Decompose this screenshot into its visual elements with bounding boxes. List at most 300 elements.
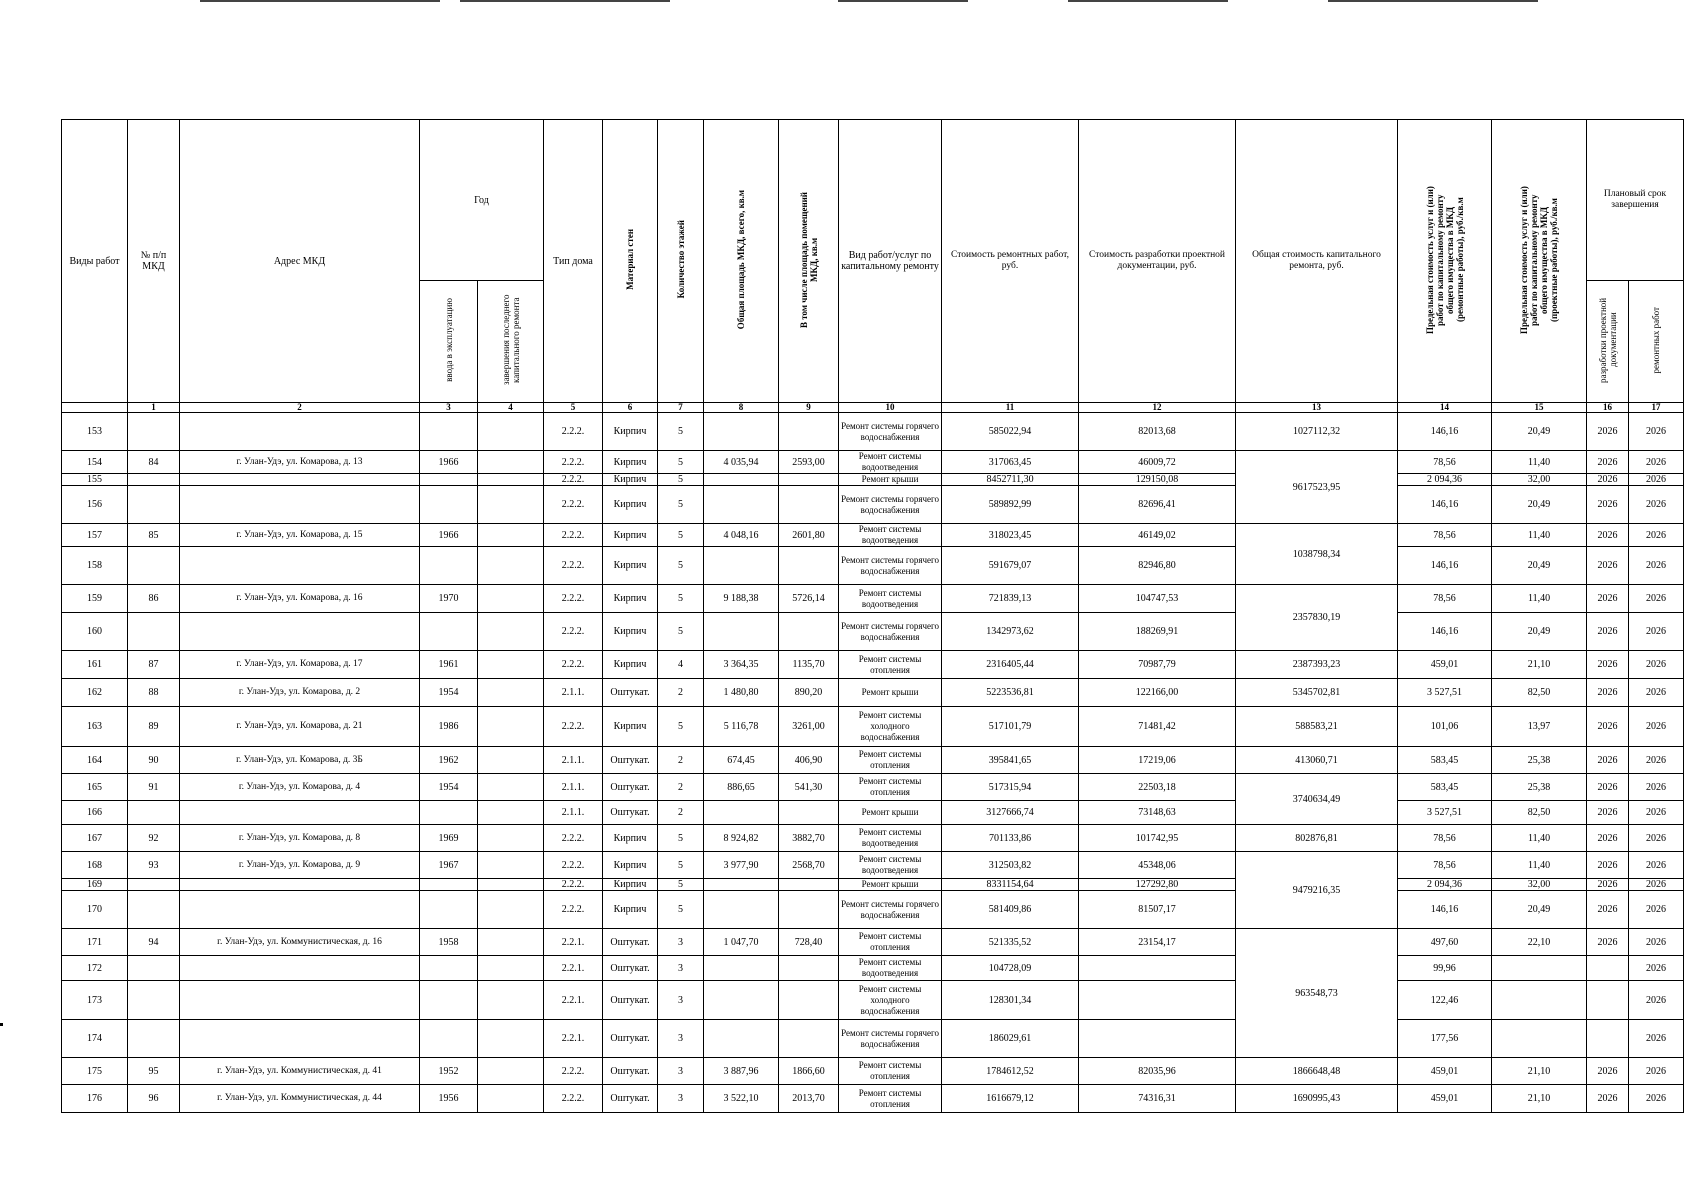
- cell-work-kind: Ремонт системы водоотведения: [839, 524, 942, 547]
- cell-house-type: 2.1.1.: [544, 747, 603, 774]
- table-row: [62, 891, 1684, 929]
- cell-deadline-repair: 2026: [1629, 413, 1684, 451]
- cell-mkd-number: [128, 981, 180, 1020]
- cell-house-type: 2.2.2.: [544, 651, 603, 679]
- cell-mkd-number: [128, 547, 180, 585]
- cell-design-cost: 101742,95: [1079, 825, 1236, 852]
- cell-address: [180, 801, 420, 825]
- cell-deadline-design: 2026: [1587, 413, 1629, 451]
- cell-repair-cost: 395841,65: [942, 747, 1079, 774]
- cell-limit-design: 32,00: [1492, 474, 1587, 486]
- cell-year-commission: 1969: [420, 825, 478, 852]
- cell-total-area: [704, 891, 779, 929]
- cell-house-type: 2.2.2.: [544, 825, 603, 852]
- cell-floors: 5: [658, 585, 704, 613]
- cell-row-number: 166: [62, 801, 128, 825]
- cell-work-kind: Ремонт системы горячего водоснабжения: [839, 547, 942, 585]
- cell-house-type: 2.2.2.: [544, 879, 603, 891]
- cell-house-type: 2.2.2.: [544, 707, 603, 747]
- cell-repair-cost: 585022,94: [942, 413, 1079, 451]
- cell-year-last-repair: [478, 1020, 544, 1058]
- cell-deadline-design: [1587, 956, 1629, 981]
- cell-total-area: 3 522,10: [704, 1085, 779, 1113]
- cell-address: г. Улан-Удэ, ул. Коммунистическая, д. 16: [180, 929, 420, 956]
- table-row: [62, 585, 1684, 613]
- cell-deadline-repair: 2026: [1629, 956, 1684, 981]
- cell-limit-repair: 99,96: [1398, 956, 1492, 981]
- cell-limit-design: 11,40: [1492, 852, 1587, 879]
- cell-limit-repair: 3 527,51: [1398, 679, 1492, 707]
- cell-mkd-number: 89: [128, 707, 180, 747]
- cell-premises-area: [779, 879, 839, 891]
- cell-house-type: 2.2.2.: [544, 524, 603, 547]
- cell-year-commission: [420, 486, 478, 524]
- cell-repair-cost: 1784612,52: [942, 1058, 1079, 1085]
- cell-wall-material: Кирпич: [603, 524, 658, 547]
- header-total-area: Общая площадь МКД, всего, кв.м: [704, 120, 779, 403]
- cell-wall-material: Кирпич: [603, 825, 658, 852]
- table-row: [62, 1020, 1684, 1058]
- cell-limit-repair: 78,56: [1398, 451, 1492, 474]
- cell-mkd-number: 85: [128, 524, 180, 547]
- cell-wall-material: Кирпич: [603, 707, 658, 747]
- cell-floors: 3: [658, 1085, 704, 1113]
- cell-wall-material: Кирпич: [603, 413, 658, 451]
- cell-floors: 5: [658, 451, 704, 474]
- cell-repair-cost: 701133,86: [942, 825, 1079, 852]
- colnum-4: 4: [478, 403, 544, 413]
- cell-work-kind: Ремонт системы водоотведения: [839, 585, 942, 613]
- header-total-cost: Общая стоимость капитального ремонта, руб.: [1236, 120, 1398, 403]
- cell-premises-area: 5726,14: [779, 585, 839, 613]
- cell-limit-repair: 583,45: [1398, 774, 1492, 801]
- cell-design-cost: 188269,91: [1079, 613, 1236, 651]
- cell-wall-material: Оштукат.: [603, 747, 658, 774]
- cell-work-kind: Ремонт системы отопления: [839, 1085, 942, 1113]
- cell-year-commission: 1956: [420, 1085, 478, 1113]
- cell-premises-area: 890,20: [779, 679, 839, 707]
- cell-premises-area: 1866,60: [779, 1058, 839, 1085]
- cell-address: г. Улан-Удэ, ул. Комарова, д. 16: [180, 585, 420, 613]
- cell-row-number: 169: [62, 879, 128, 891]
- cell-house-type: 2.2.1.: [544, 956, 603, 981]
- cell-address: г. Улан-Удэ, ул. Комарова, д. 3Б: [180, 747, 420, 774]
- table-row: [62, 707, 1684, 747]
- cell-total-area: [704, 801, 779, 825]
- cell-total-cost: 413060,71: [1236, 747, 1398, 774]
- cell-deadline-design: 2026: [1587, 451, 1629, 474]
- table-row: [62, 774, 1684, 801]
- cell-repair-cost: 104728,09: [942, 956, 1079, 981]
- cell-wall-material: Оштукат.: [603, 679, 658, 707]
- cell-year-commission: [420, 1020, 478, 1058]
- colnum-6: 6: [603, 403, 658, 413]
- cell-year-commission: [420, 879, 478, 891]
- cell-deadline-design: [1587, 1020, 1629, 1058]
- cell-house-type: 2.2.1.: [544, 929, 603, 956]
- cell-limit-design: 25,38: [1492, 747, 1587, 774]
- cell-premises-area: 2593,00: [779, 451, 839, 474]
- cell-address: г. Улан-Удэ, ул. Комарова, д. 8: [180, 825, 420, 852]
- cell-year-commission: [420, 981, 478, 1020]
- cell-total-area: [704, 981, 779, 1020]
- cell-premises-area: [779, 956, 839, 981]
- cell-row-number: 168: [62, 852, 128, 879]
- cell-deadline-repair: 2026: [1629, 524, 1684, 547]
- header-floors: Количество этажей: [658, 120, 704, 403]
- cell-limit-repair: 459,01: [1398, 1085, 1492, 1113]
- cell-design-cost: 122166,00: [1079, 679, 1236, 707]
- cell-mkd-number: 88: [128, 679, 180, 707]
- cell-deadline-repair: 2026: [1629, 585, 1684, 613]
- cell-mkd-number: 90: [128, 747, 180, 774]
- cell-design-cost: 82013,68: [1079, 413, 1236, 451]
- cell-deadline-design: 2026: [1587, 801, 1629, 825]
- cell-year-last-repair: [478, 981, 544, 1020]
- cell-mkd-number: 92: [128, 825, 180, 852]
- cell-limit-design: 21,10: [1492, 1058, 1587, 1085]
- colnum-5: 5: [544, 403, 603, 413]
- cell-repair-cost: 318023,45: [942, 524, 1079, 547]
- cell-row-number: 155: [62, 474, 128, 486]
- cell-work-kind: Ремонт системы водоотведения: [839, 852, 942, 879]
- cell-total-cost: 802876,81: [1236, 825, 1398, 852]
- table-row: [62, 651, 1684, 679]
- cell-address: [180, 879, 420, 891]
- cell-year-commission: 1970: [420, 585, 478, 613]
- cell-year-commission: [420, 474, 478, 486]
- cell-deadline-design: 2026: [1587, 929, 1629, 956]
- cell-wall-material: Кирпич: [603, 451, 658, 474]
- cell-work-kind: Ремонт крыши: [839, 801, 942, 825]
- cell-floors: 2: [658, 679, 704, 707]
- cell-floors: 5: [658, 852, 704, 879]
- cell-wall-material: Кирпич: [603, 585, 658, 613]
- cell-row-number: 165: [62, 774, 128, 801]
- cell-year-commission: [420, 956, 478, 981]
- cell-total-cost: 588583,21: [1236, 707, 1398, 747]
- cell-floors: 5: [658, 707, 704, 747]
- colnum-blank: [62, 403, 128, 413]
- cell-row-number: 160: [62, 613, 128, 651]
- header-deadline-repair: ремонтных работ: [1629, 281, 1684, 403]
- cell-row-number: 162: [62, 679, 128, 707]
- cell-mkd-number: [128, 486, 180, 524]
- cell-work-kind: Ремонт системы горячего водоснабжения: [839, 486, 942, 524]
- table-row: [62, 879, 1684, 891]
- cell-wall-material: Оштукат.: [603, 1058, 658, 1085]
- cell-row-number: 159: [62, 585, 128, 613]
- cell-total-cost: 1027112,32: [1236, 413, 1398, 451]
- cell-deadline-repair: 2026: [1629, 852, 1684, 879]
- cell-limit-repair: 2 094,36: [1398, 474, 1492, 486]
- colnum-2: 2: [180, 403, 420, 413]
- cell-limit-design: 11,40: [1492, 825, 1587, 852]
- cell-repair-cost: 721839,13: [942, 585, 1079, 613]
- cell-total-area: 3 887,96: [704, 1058, 779, 1085]
- cell-repair-cost: 517101,79: [942, 707, 1079, 747]
- top-rule-5: [1328, 0, 1538, 2]
- cell-work-kind: Ремонт крыши: [839, 679, 942, 707]
- cell-year-commission: [420, 613, 478, 651]
- cell-address: г. Улан-Удэ, ул. Комарова, д. 9: [180, 852, 420, 879]
- cell-year-commission: [420, 547, 478, 585]
- cell-limit-repair: 122,46: [1398, 981, 1492, 1020]
- cell-total-area: 1 480,80: [704, 679, 779, 707]
- cell-row-number: 167: [62, 825, 128, 852]
- cell-deadline-repair: 2026: [1629, 891, 1684, 929]
- cell-wall-material: Оштукат.: [603, 956, 658, 981]
- cell-total-area: [704, 547, 779, 585]
- cell-floors: 2: [658, 801, 704, 825]
- cell-mkd-number: [128, 879, 180, 891]
- cell-limit-design: 20,49: [1492, 486, 1587, 524]
- cell-wall-material: Кирпич: [603, 651, 658, 679]
- cell-premises-area: 3882,70: [779, 825, 839, 852]
- cell-design-cost: 129150,08: [1079, 474, 1236, 486]
- cell-deadline-design: [1587, 981, 1629, 1020]
- top-rule-1: [200, 0, 440, 2]
- header-mkd-no: № п/п МКД: [128, 120, 180, 403]
- cell-total-cost: 5345702,81: [1236, 679, 1398, 707]
- cell-row-number: 156: [62, 486, 128, 524]
- cell-repair-cost: 2316405,44: [942, 651, 1079, 679]
- cell-premises-area: 728,40: [779, 929, 839, 956]
- table-row: [62, 679, 1684, 707]
- cell-work-kind: Ремонт системы горячего водоснабжения: [839, 613, 942, 651]
- cell-limit-repair: 459,01: [1398, 651, 1492, 679]
- cell-design-cost: 23154,17: [1079, 929, 1236, 956]
- cell-address: г. Улан-Удэ, ул. Комарова, д. 4: [180, 774, 420, 801]
- cell-row-number: 172: [62, 956, 128, 981]
- colnum-14: 14: [1398, 403, 1492, 413]
- cell-deadline-design: 2026: [1587, 585, 1629, 613]
- header-year-last-repair: завершения последнего капитального ремонта: [478, 281, 544, 403]
- cell-deadline-design: 2026: [1587, 547, 1629, 585]
- cell-year-last-repair: [478, 651, 544, 679]
- table-row: [62, 747, 1684, 774]
- cell-year-last-repair: [478, 801, 544, 825]
- cell-total-area: [704, 613, 779, 651]
- header-deadline-design: разработки проектной документации: [1587, 281, 1629, 403]
- cell-limit-repair: 146,16: [1398, 547, 1492, 585]
- cell-mkd-number: 93: [128, 852, 180, 879]
- cell-total-area: 674,45: [704, 747, 779, 774]
- cell-limit-design: [1492, 1020, 1587, 1058]
- header-year: Год: [420, 120, 544, 281]
- cell-row-number: 171: [62, 929, 128, 956]
- cell-work-kind: Ремонт крыши: [839, 474, 942, 486]
- table-row: [62, 852, 1684, 879]
- cell-limit-design: 20,49: [1492, 613, 1587, 651]
- cell-wall-material: Оштукат.: [603, 801, 658, 825]
- cell-floors: 5: [658, 413, 704, 451]
- cell-limit-design: 11,40: [1492, 585, 1587, 613]
- cell-limit-design: [1492, 981, 1587, 1020]
- cell-row-number: 175: [62, 1058, 128, 1085]
- cell-limit-repair: 78,56: [1398, 524, 1492, 547]
- cell-design-cost: 82035,96: [1079, 1058, 1236, 1085]
- cell-work-kind: Ремонт системы водоотведения: [839, 825, 942, 852]
- cell-limit-repair: 78,56: [1398, 585, 1492, 613]
- cell-repair-cost: 521335,52: [942, 929, 1079, 956]
- cell-limit-repair: 177,56: [1398, 1020, 1492, 1058]
- cell-mkd-number: [128, 956, 180, 981]
- cell-repair-cost: 317063,45: [942, 451, 1079, 474]
- table-row: [62, 825, 1684, 852]
- cell-premises-area: 1135,70: [779, 651, 839, 679]
- cell-premises-area: [779, 1020, 839, 1058]
- cell-wall-material: Кирпич: [603, 486, 658, 524]
- cell-total-area: 3 977,90: [704, 852, 779, 879]
- cell-year-commission: 1954: [420, 774, 478, 801]
- cell-mkd-number: 95: [128, 1058, 180, 1085]
- cell-total-area: [704, 1020, 779, 1058]
- cell-house-type: 2.2.2.: [544, 474, 603, 486]
- header-limit-repair: Предельная стоимость услуг и (или) работ по капитальному ремонту общего имущества в МКД (ремонтные работы), руб./кв.м: [1398, 120, 1492, 403]
- cell-deadline-design: 2026: [1587, 879, 1629, 891]
- cell-address: [180, 547, 420, 585]
- top-rule-4: [1068, 0, 1228, 2]
- cell-total-cost: 2357830,19: [1236, 585, 1398, 651]
- cell-floors: 3: [658, 1020, 704, 1058]
- cell-year-commission: 1961: [420, 651, 478, 679]
- cell-year-last-repair: [478, 1058, 544, 1085]
- header-house-type: Тип дома: [544, 120, 603, 403]
- cell-address: г. Улан-Удэ, ул. Комарова, д. 2: [180, 679, 420, 707]
- cell-limit-design: 82,50: [1492, 679, 1587, 707]
- cell-floors: 3: [658, 929, 704, 956]
- cell-total-area: 1 047,70: [704, 929, 779, 956]
- cell-year-last-repair: [478, 852, 544, 879]
- cell-limit-repair: 497,60: [1398, 929, 1492, 956]
- cell-premises-area: 406,90: [779, 747, 839, 774]
- cell-mkd-number: [128, 1020, 180, 1058]
- cell-deadline-repair: 2026: [1629, 1020, 1684, 1058]
- cell-year-commission: 1952: [420, 1058, 478, 1085]
- table-row: [62, 413, 1684, 451]
- cell-limit-repair: 101,06: [1398, 707, 1492, 747]
- cell-deadline-repair: 2026: [1629, 981, 1684, 1020]
- cell-address: г. Улан-Удэ, ул. Комарова, д. 13: [180, 451, 420, 474]
- cell-work-kind: Ремонт системы отопления: [839, 774, 942, 801]
- cell-work-kind: Ремонт системы холодного водоснабжения: [839, 707, 942, 747]
- cell-mkd-number: 87: [128, 651, 180, 679]
- cell-limit-design: 13,97: [1492, 707, 1587, 747]
- cell-wall-material: Оштукат.: [603, 1085, 658, 1113]
- cell-row-number: 170: [62, 891, 128, 929]
- cell-repair-cost: 517315,94: [942, 774, 1079, 801]
- cell-wall-material: Кирпич: [603, 879, 658, 891]
- colnum-3: 3: [420, 403, 478, 413]
- cell-mkd-number: [128, 474, 180, 486]
- cell-limit-repair: 146,16: [1398, 486, 1492, 524]
- cell-house-type: 2.2.2.: [544, 1085, 603, 1113]
- cell-repair-cost: 8331154,64: [942, 879, 1079, 891]
- cell-design-cost: 46009,72: [1079, 451, 1236, 474]
- cell-limit-design: 21,10: [1492, 651, 1587, 679]
- cell-floors: 5: [658, 474, 704, 486]
- cell-year-last-repair: [478, 774, 544, 801]
- cell-total-area: 3 364,35: [704, 651, 779, 679]
- cell-deadline-repair: 2026: [1629, 801, 1684, 825]
- cell-deadline-design: 2026: [1587, 707, 1629, 747]
- cell-work-kind: Ремонт системы отопления: [839, 651, 942, 679]
- cell-design-cost: 45348,06: [1079, 852, 1236, 879]
- cell-repair-cost: 589892,99: [942, 486, 1079, 524]
- cell-total-area: 4 035,94: [704, 451, 779, 474]
- cell-floors: 5: [658, 891, 704, 929]
- cell-year-last-repair: [478, 451, 544, 474]
- colnum-11: 11: [942, 403, 1079, 413]
- cell-year-commission: [420, 413, 478, 451]
- cell-year-last-repair: [478, 825, 544, 852]
- table-row: [62, 801, 1684, 825]
- cell-mkd-number: 86: [128, 585, 180, 613]
- cell-house-type: 2.1.1.: [544, 774, 603, 801]
- cell-work-kind: Ремонт системы горячего водоснабжения: [839, 891, 942, 929]
- cell-repair-cost: 5223536,81: [942, 679, 1079, 707]
- cell-mkd-number: [128, 891, 180, 929]
- cell-total-area: 4 048,16: [704, 524, 779, 547]
- cell-address: г. Улан-Удэ, ул. Комарова, д. 21: [180, 707, 420, 747]
- table-row: [62, 451, 1684, 474]
- cell-wall-material: Кирпич: [603, 474, 658, 486]
- cell-row-number: 161: [62, 651, 128, 679]
- cell-floors: 5: [658, 547, 704, 585]
- cell-wall-material: Кирпич: [603, 547, 658, 585]
- cell-premises-area: [779, 486, 839, 524]
- cell-year-commission: 1966: [420, 451, 478, 474]
- cell-limit-design: 11,40: [1492, 524, 1587, 547]
- cell-limit-repair: 146,16: [1398, 613, 1492, 651]
- cell-work-kind: Ремонт системы горячего водоснабжения: [839, 413, 942, 451]
- cell-repair-cost: 581409,86: [942, 891, 1079, 929]
- cell-premises-area: [779, 613, 839, 651]
- header-work-type: Виды работ: [62, 120, 128, 403]
- cell-design-cost: 22503,18: [1079, 774, 1236, 801]
- cell-design-cost: [1079, 1020, 1236, 1058]
- cell-total-area: [704, 413, 779, 451]
- cell-premises-area: [779, 474, 839, 486]
- cell-year-last-repair: [478, 679, 544, 707]
- cell-repair-cost: 312503,82: [942, 852, 1079, 879]
- cell-premises-area: [779, 981, 839, 1020]
- cell-address: [180, 1020, 420, 1058]
- cell-floors: 3: [658, 981, 704, 1020]
- cell-year-last-repair: [478, 707, 544, 747]
- cell-deadline-design: 2026: [1587, 679, 1629, 707]
- cell-year-commission: 1967: [420, 852, 478, 879]
- header-wall-material: Материал стен: [603, 120, 658, 403]
- cell-year-commission: 1966: [420, 524, 478, 547]
- cell-wall-material: Оштукат.: [603, 1020, 658, 1058]
- cell-limit-repair: 78,56: [1398, 825, 1492, 852]
- header-premises-area: В том числе площадь помещений МКД, кв.м: [779, 120, 839, 403]
- cell-address: г. Улан-Удэ, ул. Коммунистическая, д. 41: [180, 1058, 420, 1085]
- cell-year-last-repair: [478, 585, 544, 613]
- cell-total-area: 9 188,38: [704, 585, 779, 613]
- cell-deadline-repair: 2026: [1629, 1058, 1684, 1085]
- cell-floors: 5: [658, 613, 704, 651]
- cell-deadline-repair: 2026: [1629, 651, 1684, 679]
- cell-limit-repair: 459,01: [1398, 1058, 1492, 1085]
- cell-design-cost: 71481,42: [1079, 707, 1236, 747]
- cell-premises-area: [779, 891, 839, 929]
- cell-design-cost: 82696,41: [1079, 486, 1236, 524]
- cell-limit-design: 11,40: [1492, 451, 1587, 474]
- cell-total-cost: 1038798,34: [1236, 524, 1398, 585]
